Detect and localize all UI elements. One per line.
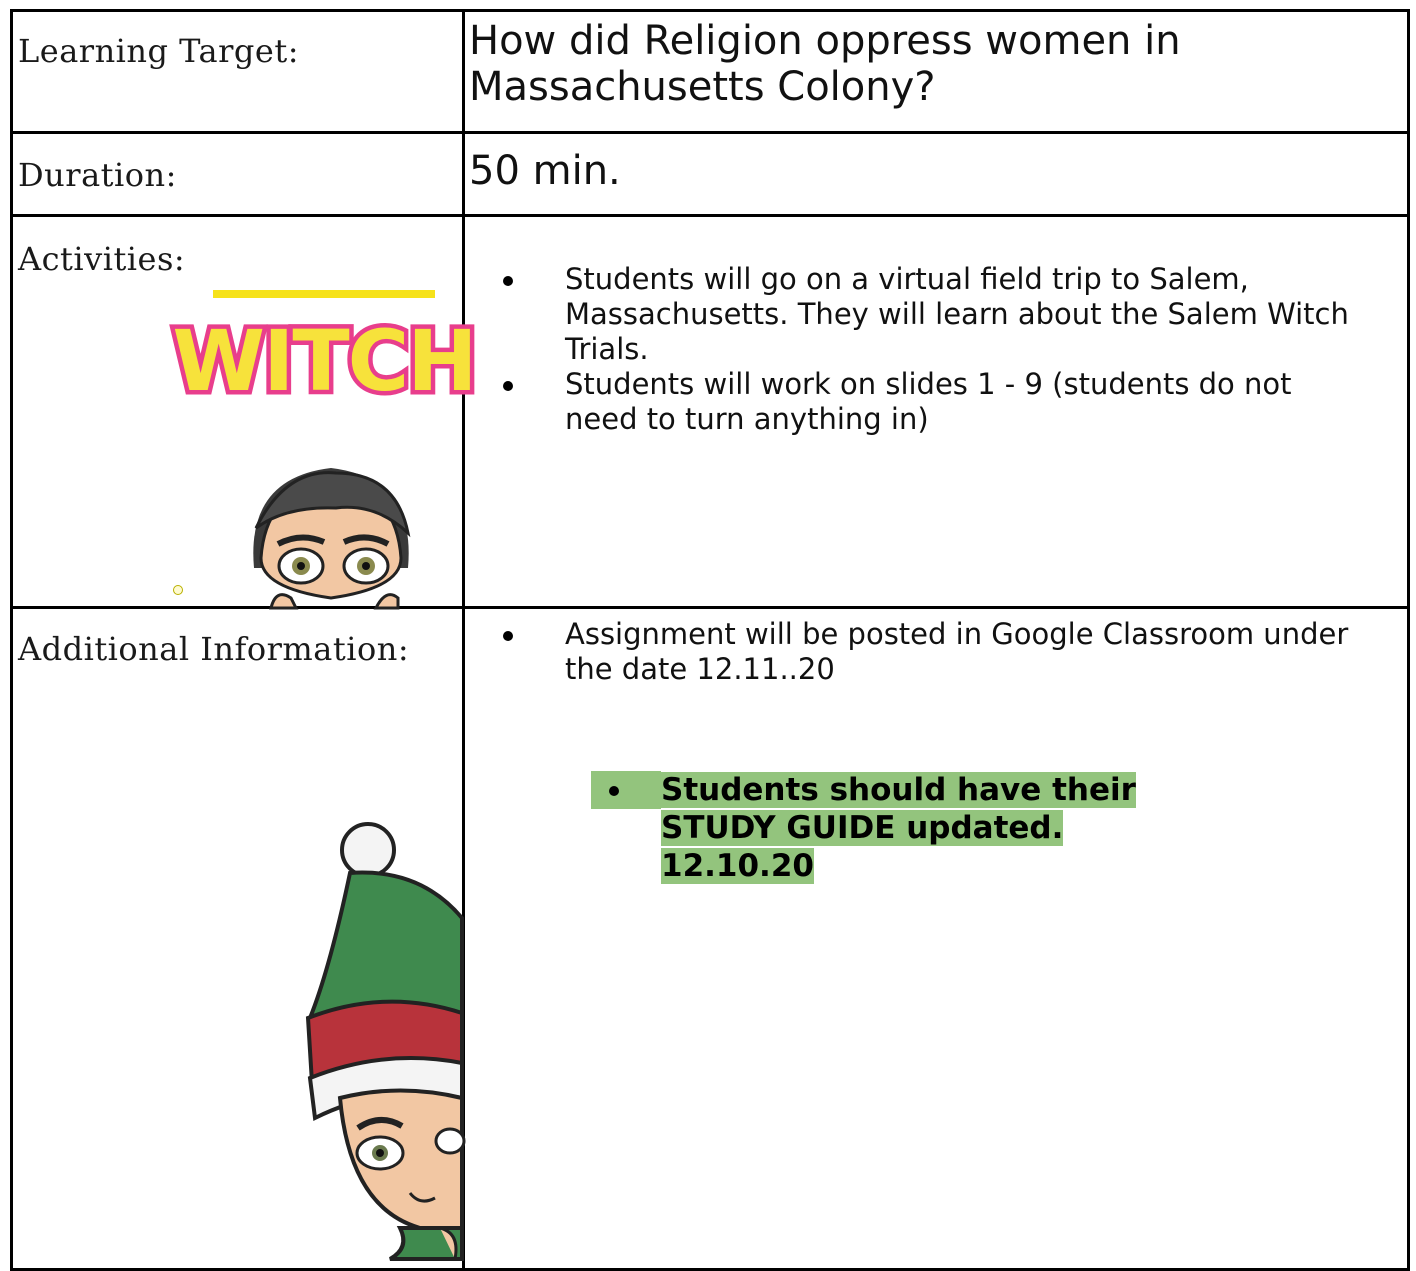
additional-info-label: Additional Information: [18, 630, 410, 668]
activity-item: Students will go on a virtual field trip to Salem, Massachusetts. They will learn about the Salem Witch Trials. [469, 262, 1369, 367]
row-divider [13, 606, 1407, 609]
bullet-icon [609, 786, 619, 796]
learning-target-value: How did Religion oppress women in Massachusetts Colony? [469, 18, 1181, 110]
learning-target-label: Learning Target: [18, 32, 299, 70]
highlight-line: Students should have their [661, 772, 1136, 808]
bullet-icon [503, 276, 513, 286]
highlight-line: 12.10.20 [661, 848, 814, 884]
highlight-line: STUDY GUIDE updated. [661, 810, 1064, 846]
activity-item: Students will work on slides 1 - 9 (students do not need to turn anything in) [469, 367, 1369, 437]
bullet-icon [503, 631, 513, 641]
row-divider [13, 131, 1407, 134]
bullet-icon [503, 381, 513, 391]
witch-sticker-bar [213, 290, 435, 298]
additional-info-item: Assignment will be posted in Google Classroom under the date 12.11..20 [469, 617, 1369, 687]
duration-label: Duration: [18, 156, 177, 194]
witch-sticker [172, 298, 476, 413]
study-guide-highlight [591, 771, 1261, 885]
elf-avatar-icon [290, 808, 462, 1264]
additional-info-list [469, 617, 1369, 687]
avatar-peeking-icon [226, 448, 441, 613]
witch-sticker-text: WITCH [172, 312, 476, 410]
activities-label: Activities: [18, 240, 186, 278]
activities-list [469, 262, 1369, 437]
row-divider [13, 214, 1407, 217]
decorative-dot [173, 585, 183, 595]
duration-value: 50 min. [469, 148, 621, 194]
